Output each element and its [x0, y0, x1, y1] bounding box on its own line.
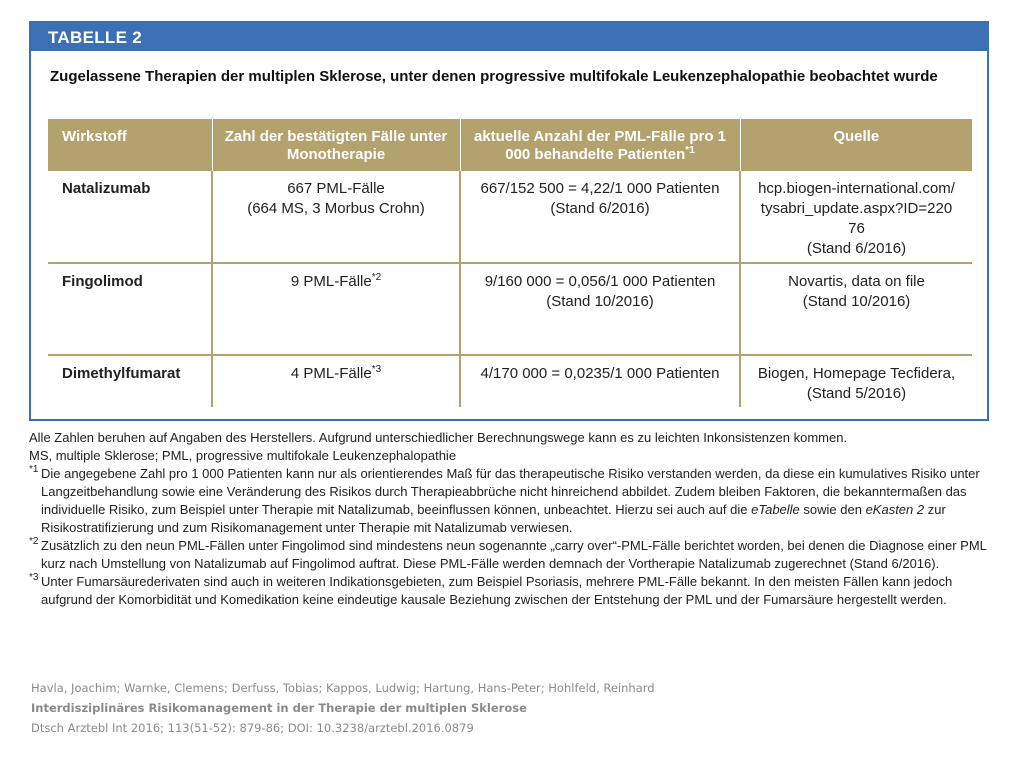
cell-quelle-text: Novartis, data on file — [788, 273, 925, 290]
cell-quelle-stand: (Stand 6/2016) — [806, 240, 907, 257]
footnote-1-etabelle: eTabelle — [751, 502, 800, 517]
cell-quelle — [740, 355, 972, 407]
cell-faelle-detail: (664 MS, 3 Morbus Crohn) — [247, 200, 425, 217]
cell-quelle — [740, 171, 972, 263]
footnote-1 — [29, 465, 989, 537]
cell-anzahl-stand: (Stand 6/2016) — [550, 200, 650, 217]
cell-anzahl — [460, 355, 740, 407]
cell-anzahl-text: 667/152 500 = 4,22/1 000 Patienten — [480, 180, 720, 197]
cell-faelle — [212, 263, 460, 355]
cell-faelle-footnote-mark: *3 — [371, 364, 382, 375]
cell-anzahl-text: 9/160 000 = 0,056/1 000 Patienten — [484, 273, 716, 290]
table-label: TABELLE 2 — [31, 23, 987, 51]
footnote-1-text-c: zur Risikostratifizierung und zum Risikomanagement unter Therapie mit Natalizumab verwiesen. — [41, 502, 946, 535]
cell-quelle-stand: (Stand 10/2016) — [802, 293, 911, 310]
note-general: Alle Zahlen beruhen auf Angaben des Herstellers. Aufgrund unterschiedlicher Berechnungswege kann es zu leichten Inkonsistenzen kommen. — [29, 430, 848, 445]
cell-wirkstoff: Natalizumab — [48, 171, 212, 263]
cell-anzahl — [460, 171, 740, 263]
header-wirkstoff: Wirkstoff — [48, 119, 212, 171]
footnote-3 — [29, 573, 989, 609]
footnote-2-mark-text: *2 — [29, 536, 39, 547]
cell-faelle-text: 667 PML-Fälle — [287, 180, 385, 197]
table-header-row — [48, 119, 972, 171]
cell-wirkstoff: Fingolimod — [48, 263, 212, 355]
footnote-1-mark — [29, 465, 41, 537]
cell-faelle — [212, 171, 460, 263]
header-anzahl-footnote-mark: *1 — [685, 145, 695, 156]
table-row — [48, 263, 972, 355]
footnote-2-mark — [29, 537, 41, 573]
cell-faelle-text: 4 PML-Fälle — [290, 365, 372, 382]
cell-quelle-text: Biogen, Homepage Tecfidera, — [757, 365, 956, 382]
table-row — [48, 355, 972, 407]
table-notes — [29, 429, 989, 609]
cell-faelle — [212, 355, 460, 407]
cell-faelle-text: 9 PML-Fälle — [290, 273, 372, 290]
cell-quelle-text: hcp.biogen-international.com/tysabri_update.aspx?ID=22076 — [758, 180, 955, 237]
header-quelle: Quelle — [740, 119, 972, 171]
cell-anzahl-stand: (Stand 10/2016) — [546, 293, 654, 310]
cell-anzahl — [460, 263, 740, 355]
table-row — [48, 171, 972, 263]
cell-anzahl-text: 4/170 000 = 0,0235/1 000 Patienten — [480, 365, 720, 382]
footnote-1-text-a: Die angegebene Zahl pro 1 000 Patienten kann nur als orientierendes Maß für das therapeutische Risiko verstanden werden, da diese ein kumulatives Risiko unter Langzeitbehandlung sowie eine Veränderung des Risikos durch Therapieabbrüche nicht hinreichend abbildet. Zudem bleiben Faktoren, die bekanntermaßen das individuelle Risiko, zum Beispiel unter Therapie mit Natalizumab, beeinflussen können, unbeachtet. Hierzu sei auch auf die — [41, 466, 980, 517]
footnote-1-mark-text: *1 — [29, 464, 39, 475]
header-anzahl — [460, 119, 740, 171]
citation-source: Dtsch Arztebl Int 2016; 113(51-52): 879-86; DOI: 10.3238/arztebl.2016.0879 — [31, 721, 474, 735]
cell-quelle-stand: (Stand 5/2016) — [806, 385, 907, 402]
footnote-3-mark — [29, 573, 41, 609]
table-frame — [29, 21, 989, 421]
table-title: Zugelassene Therapien der multiplen Sklerose, unter denen progressive multifokale Leukenzephalopathie beobachtet wurde — [50, 68, 938, 85]
cell-wirkstoff: Dimethylfumarat — [62, 365, 181, 382]
citation-authors: Havla, Joachim; Warnke, Clemens; Derfuss, Tobias; Kappos, Ludwig; Hartung, Hans-Peter; Hohlfeld, Reinhard — [31, 681, 655, 695]
footnote-2-text: Zusätzlich zu den neun PML-Fällen unter Fingolimod sind mindestens neun sogenannte „carry over“-PML-Fälle berichtet worden, bei denen die Diagnose einer PML kurz nach Umstellung von Natalizumab auf Fingolimod auftrat. Diese PML-Fälle werden demnach der Vortherapie Natalizumab zugerechnet (Stand 6/2016). — [41, 538, 987, 571]
header-anzahl-text: aktuelle Anzahl der PML-Fälle pro 1 000 behandelte Patienten — [474, 128, 726, 163]
citation-title: Interdisziplinäres Risikomanagement in der Therapie der multiplen Sklerose — [31, 701, 527, 715]
cell-faelle-footnote-mark: *2 — [371, 272, 382, 283]
footnote-1-text-b: sowie den — [799, 502, 866, 517]
cell-quelle — [740, 263, 972, 355]
header-faelle: Zahl der bestätigten Fälle unter Monotherapie — [212, 119, 460, 171]
footnote-2 — [29, 537, 989, 573]
footnote-1-text — [41, 465, 989, 537]
citation — [31, 678, 931, 738]
footnote-3-mark-text: *3 — [29, 572, 39, 583]
footnote-1-ekasten: eKasten 2 — [865, 502, 925, 517]
note-abbreviations: MS, multiple Sklerose; PML, progressive multifokale Leukenzephalopathie — [29, 448, 457, 463]
footnote-3-text: Unter Fumarsäurederivaten sind auch in weiteren Indikationsgebieten, zum Beispiel Psoriasis, mehrere PML-Fälle bekannt. In den meisten Fällen kann jedoch aufgrund der Komorbidität und Komedikation keine eindeutige kausale Beziehung zwischen der Entstehung der PML und der Fumarsäure hergestellt werden. — [41, 574, 953, 607]
therapy-table — [48, 119, 972, 407]
